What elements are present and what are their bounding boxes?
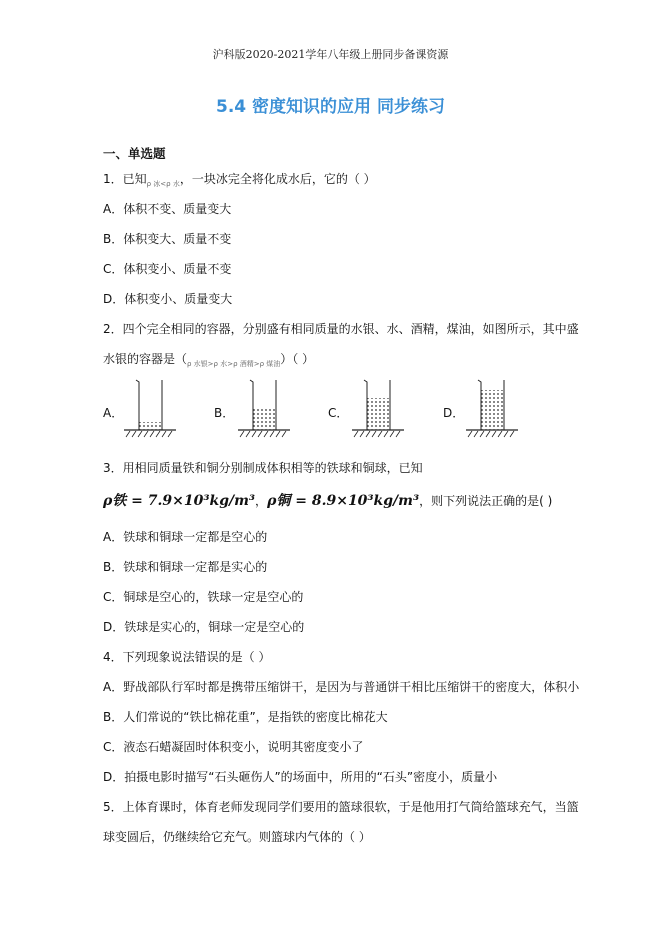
q1-rho-relation: ρ 冰<ρ 水 — [146, 180, 180, 188]
q4-option-b: B．人们常说的“铁比棉花重”，是指铁的密度比棉花大 — [103, 710, 388, 724]
q2-option-b-label: B． — [214, 406, 235, 420]
q1-option-b: B．体积变大、质量不变 — [103, 232, 232, 246]
q2-beaker-a-figure — [122, 376, 178, 438]
q3-stem-line1: 3．用相同质量铁和铜分别制成体积相等的铁球和铜球，已知 — [103, 461, 423, 475]
section-heading: 一、单选题 — [103, 146, 166, 161]
q4-stem: 4．下列现象说法错误的是（ ） — [103, 650, 271, 664]
q2-option-d-label: D． — [443, 406, 465, 420]
q3-rho-copper: ρ铜 = 8.9×10³kg/m³ — [267, 493, 420, 509]
q2-rho-order: ρ 水银>ρ 水>ρ 酒精>ρ 煤油 — [187, 360, 281, 368]
q3-option-a: A．铁球和铜球一定都是空心的 — [103, 530, 268, 544]
q5-stem-line1: 5．上体育课时，体育老师发现同学们要用的篮球很软，于是他用打气筒给篮球充气，当篮 — [103, 800, 579, 814]
q2-stem-line2: 水银的容器是$(_{\rho 水银>\rho 水>\rho 酒精>\rho 煤油})$（ ） — [103, 352, 315, 368]
page-header: 沪科版2020-2021学年八年级上册同步备课资源 — [212, 48, 449, 61]
q2-beaker-d-figure — [464, 376, 520, 438]
q2-beaker-c-figure — [350, 376, 406, 438]
q3-rho-iron: ρ铁 = 7.9×10³kg/m³ — [103, 493, 256, 509]
q3-stem-line2: ，则下列说法正确的是( ) — [419, 494, 553, 508]
q4-option-a: A．野战部队行军时都是携带压缩饼干，是因为与普通饼干相比压缩饼干的密度大，体积小 — [103, 680, 580, 694]
q1-option-d: D．体积变小、质量变大 — [103, 292, 233, 306]
q2-option-c-label: C． — [328, 406, 349, 420]
q2-beaker-b-figure — [236, 376, 292, 438]
q1-option-a: A．体积不变、质量变大 — [103, 202, 232, 216]
q3-option-c: C．铜球是空心的，铁球一定是空心的 — [103, 590, 304, 604]
q1-stem: 1．已知$_{\rho 冰<\rho 水}$，一块冰完全将化成水后，它的（ ） — [103, 172, 376, 188]
q4-option-d: D．拍摄电影时描写“石头砸伤人”的场面中，所用的“石头”密度小，质量小 — [103, 770, 498, 784]
page-title: 5.4 密度知识的应用 同步练习 — [216, 97, 445, 117]
q1-option-c: C．体积变小、质量不变 — [103, 262, 232, 276]
q4-option-c: C．液态石蜡凝固时体积变小，说明其密度变小了 — [103, 740, 364, 754]
q3-option-d: D．铁球是实心的，铜球一定是空心的 — [103, 620, 305, 634]
q3-option-b: B．铁球和铜球一定都是实心的 — [103, 560, 268, 574]
q2-stem-line1: 2．四个完全相同的容器，分别盛有相同质量的水银、水、酒精，煤油，如图所示，其中盛 — [103, 322, 579, 336]
q3-density-formula: ρ铁 = 7.9×10³kg/m³，ρ铜 = 8.9×10³kg/m³，则下列说法正确的是( ) — [103, 493, 553, 509]
q5-stem-line2: 球变圆后，仍继续给它充气。则篮球内气体的（ ） — [103, 830, 371, 844]
q2-option-a-label: A． — [103, 406, 124, 420]
